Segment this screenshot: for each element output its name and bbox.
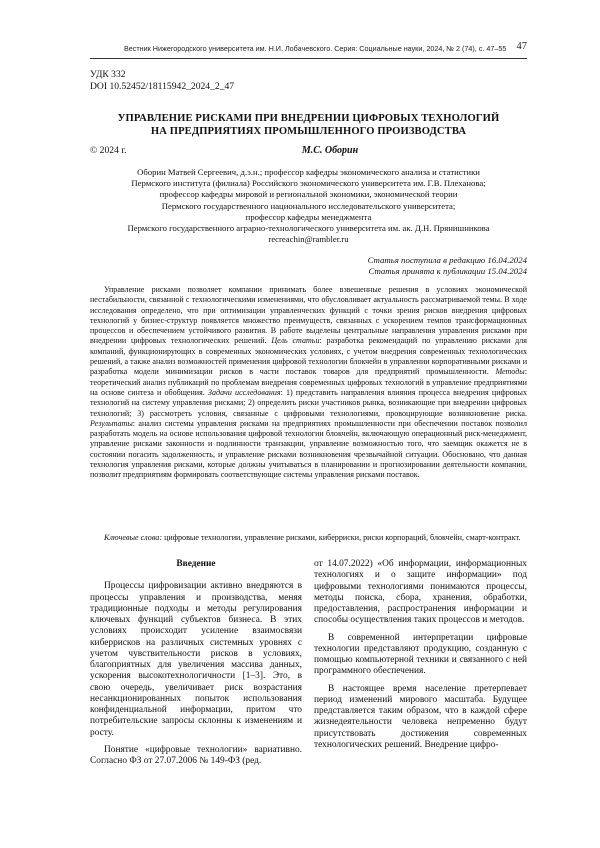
abstract-results-text: : анализ системы управления рисками на предприятиях промышленности при обеспечении поставок позволил разработать модель на основе использования цифровой технологии блокчейн, включающую операционный риск-менеджмент, управление рисками законности и подлинности транзакции, управление возможностью того, что заемщик окажется не в состоянии погасить задолженность, и управление рисками возникновения чрезвычайной ситуации. Обосновано, что данная технология управления рисками, которые должны учитываться в планировании и прогнозировании деятельности компании, позволит предприятиям формировать соответствующие системы управления рисками поставок. [90, 418, 527, 480]
abstract-goal-label: Цель статьи [271, 336, 320, 346]
page-number: 47 [516, 41, 527, 52]
affiliation-line: Пермского государственного аграрно-технологического университета им. ак. Д.Н. Прянишникова [127, 223, 490, 234]
body-column-left [90, 559, 302, 767]
title-line: НА ПРЕДПРИЯТИЯХ ПРОМЫШЛЕННОГО ПРОИЗВОДСТВА [150, 125, 467, 137]
journal-citation: Вестник Нижегородского университета им. Н.И. Лобачевского. Серия: Социальные науки, 2024, № 2 (74), с. 47–55 [124, 44, 507, 53]
body-paragraph: Процессы цифровизации активно внедряются в процессы управления и производства, меняя традиционные подходы и методы регулирования ключевых функций субъектов бизнеса. В этих условиях происходит усиление взаимосвязи киберрисков на различных системных уровнях с учетом чувствительности рисков в условиях, благоприятных для увеличения массива данных, ускорения высокотехнологичности [1–3]. Это, в свою очередь, увеличивает риск возрастания несанкционированных попыток использования конфиденциальной информации, притом что потребительские запросы склонны к изменениям и росту. [90, 581, 302, 738]
keywords [90, 533, 527, 543]
submission-dates [368, 255, 527, 277]
abstract-results-label: Результаты [90, 418, 133, 428]
keywords-text: цифровые технологии, управление рисками, киберриски, риски корпораций, блокчейн, смарт-контракт. [162, 533, 521, 542]
title-line: УПРАВЛЕНИЕ РИСКАМИ ПРИ ВНЕДРЕНИИ ЦИФРОВЫХ ТЕХНОЛОГИЙ [117, 113, 500, 124]
article-identifiers [90, 69, 234, 92]
body-column-right [314, 559, 527, 751]
author-email: recreachin@rambler.ru [268, 234, 349, 245]
abstract-tasks-label: Задачи исследования [208, 387, 281, 397]
copyright-year: © 2024 г. [90, 145, 127, 156]
affiliation-line: Пермского института (филиала) Российского экономического университета им. Г.В. Плеханова; [131, 178, 486, 189]
body-paragraph: В настоящее время население претерпевает период изменений мирового масштаба. Будущее представляется таким образом, что в каждой сфере жизнедеятельности человека непременно будут присутствовать достижения современных технологических решений. Внедрение цифро- [314, 683, 527, 750]
section-heading: Введение [176, 559, 216, 569]
affiliation-line: Пермского государственного национального исследовательского университета; [161, 200, 456, 211]
body-paragraph: Понятие «цифровые технологии» вариативно. Согласно ФЗ от 27.07.2006 № 149-ФЗ (ред. [90, 744, 302, 766]
running-header [90, 42, 527, 59]
udc-code: УДК 332 [90, 69, 126, 80]
keywords-label: Ключевые слова: [104, 533, 163, 542]
received-date: Статья поступила в редакцию 16.04.2024 [367, 255, 527, 265]
author-affiliation [90, 167, 527, 245]
accepted-date: Статья принята к публикации 15.04.2024 [368, 266, 527, 276]
affiliation-line: профессор кафедры мировой и региональной экономики, экономической теории [159, 189, 458, 200]
abstract-goal-text: : разработка рекомендаций по управлению рисками для компаний, функционирующих в современных экономических условиях, с учетом внедрения современных технологических решений, а также анализ возможностей применения цифровой технологии блокчейн в управлении корпоративными рисками и разработка модели минимизации рисков в части поставок товаров для предприятий промышленности. [90, 336, 527, 377]
abstract-methods-text: : теоретический анализ публикаций по проблемам внедрения современных цифровых технологий в управление предприятиями на основе синтеза и обобщения. [90, 367, 527, 397]
affiliation-line: Оборин Матвей Сергеевич, д.э.н.; профессор кафедры экономического анализа и статистики [137, 167, 480, 177]
abstract-methods-label: Методы [495, 367, 525, 377]
abstract-text: Управление рисками позволяет компании принимать более взвешенные решения в условиях экономической нестабильности, связанной с технологическими изменениями, что обусловливает актуальность рассматриваемой темы. В ходе исследования определено, что при оптимизации управленческих функций с точки зрения рисков внедрения цифровых технологий у бизнес-структур появляется множество преимуществ, связанных с ускорением темпов трансформационных процессов и обеспечением устойчивого развития. В работе выделены центральные направления управления рисками при внедрении цифровых технологических решений. [90, 285, 527, 346]
body-paragraph: В современной интерпретации цифровые технологии представляют продукцию, созданную с помощью компьютерной техники и связанного с ней программного обеспечения. [314, 632, 527, 677]
affiliation-line: профессор кафедры менеджмента [245, 211, 372, 222]
author-name: М.С. Оборин [301, 145, 359, 156]
abstract-tasks-text: : 1) представить направления влияния процесса внедрения цифровых технологий на систему управления рисками; 2) определить риски участников рынка, возникающие при внедрении цифровых технологий; 3) рассмотреть условия, связанные с цифровыми технологиями, провоцирующие возникновение риска. [90, 387, 527, 418]
abstract [90, 285, 527, 481]
body-paragraph: от 14.07.2022) «Об информации, информационных технологиях и о защите информации» под цифровыми технологиями понимаются процессы, методы поиска, сбора, хранения, обработки, предоставления, распространения информации и способы осуществления таких процессов и методов. [314, 559, 527, 626]
doi: DOI 10.52452/18115942_2024_2_47 [90, 80, 235, 92]
article-title [90, 113, 527, 138]
